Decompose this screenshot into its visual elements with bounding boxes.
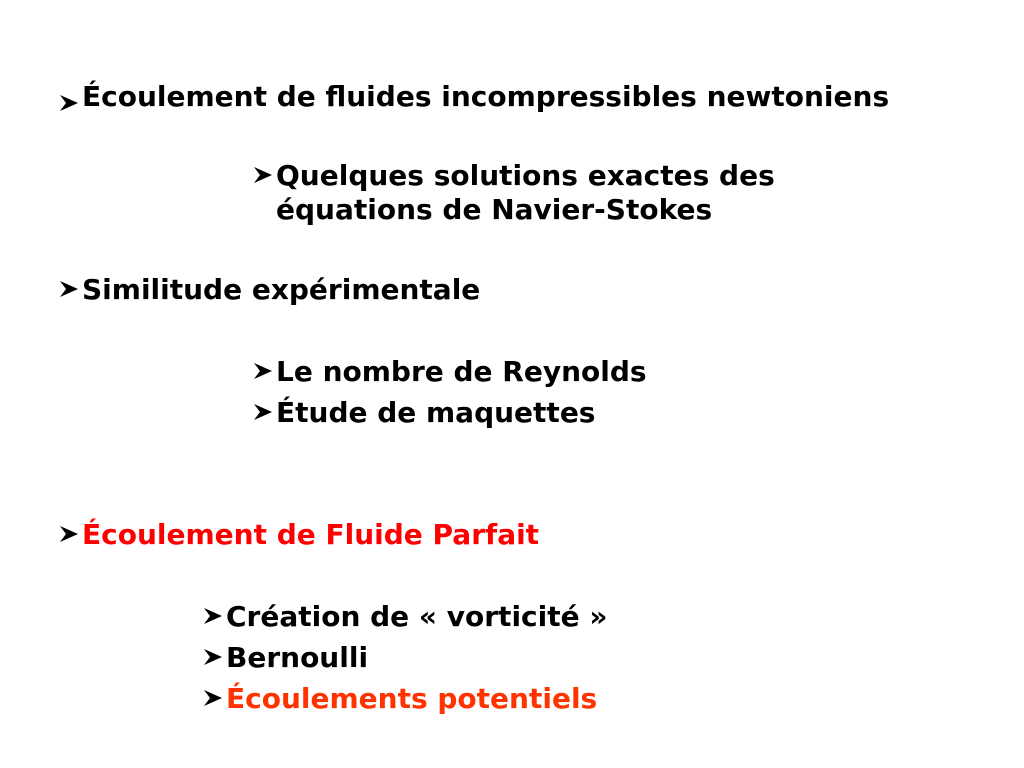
arrowhead-bullet-icon	[252, 164, 274, 186]
bullet-fluide-parfait	[58, 518, 539, 552]
arrowhead-bullet-icon	[202, 687, 224, 709]
item-text-line1: Quelques solutions exactes des	[276, 159, 775, 192]
bullet-reynolds	[252, 355, 647, 389]
item-text: Le nombre de Reynolds	[276, 355, 647, 388]
item-text: Écoulement de fluides incompressibles newtoniens	[82, 80, 890, 113]
item-text: Étude de maquettes	[276, 396, 596, 429]
arrowhead-bullet-icon	[58, 278, 80, 300]
bullet-solutions-exactes	[252, 159, 775, 227]
bullet-bernoulli	[202, 641, 368, 675]
item-text: Écoulements potentiels	[226, 682, 598, 715]
item-text: Similitude expérimentale	[82, 273, 481, 306]
item-text: Bernoulli	[226, 641, 369, 674]
bullet-similitude	[58, 273, 480, 307]
arrowhead-bullet-icon	[252, 401, 274, 423]
arrowhead-bullet-icon	[252, 360, 274, 382]
item-text: Écoulement de Fluide Parfait	[82, 518, 540, 551]
bullet-maquettes	[252, 396, 595, 430]
arrowhead-bullet-icon	[58, 523, 80, 545]
bullet-ecoulement-incompressibles	[58, 80, 889, 114]
item-text: Création de « vorticité »	[226, 600, 608, 633]
arrowhead-bullet-icon	[58, 92, 80, 114]
arrowhead-bullet-icon	[202, 646, 224, 668]
item-text-line2: équations de Navier-Stokes	[276, 193, 713, 226]
bullet-ecoulements-potentiels	[202, 682, 597, 716]
arrowhead-bullet-icon	[202, 605, 224, 627]
bullet-vorticite	[202, 600, 607, 634]
